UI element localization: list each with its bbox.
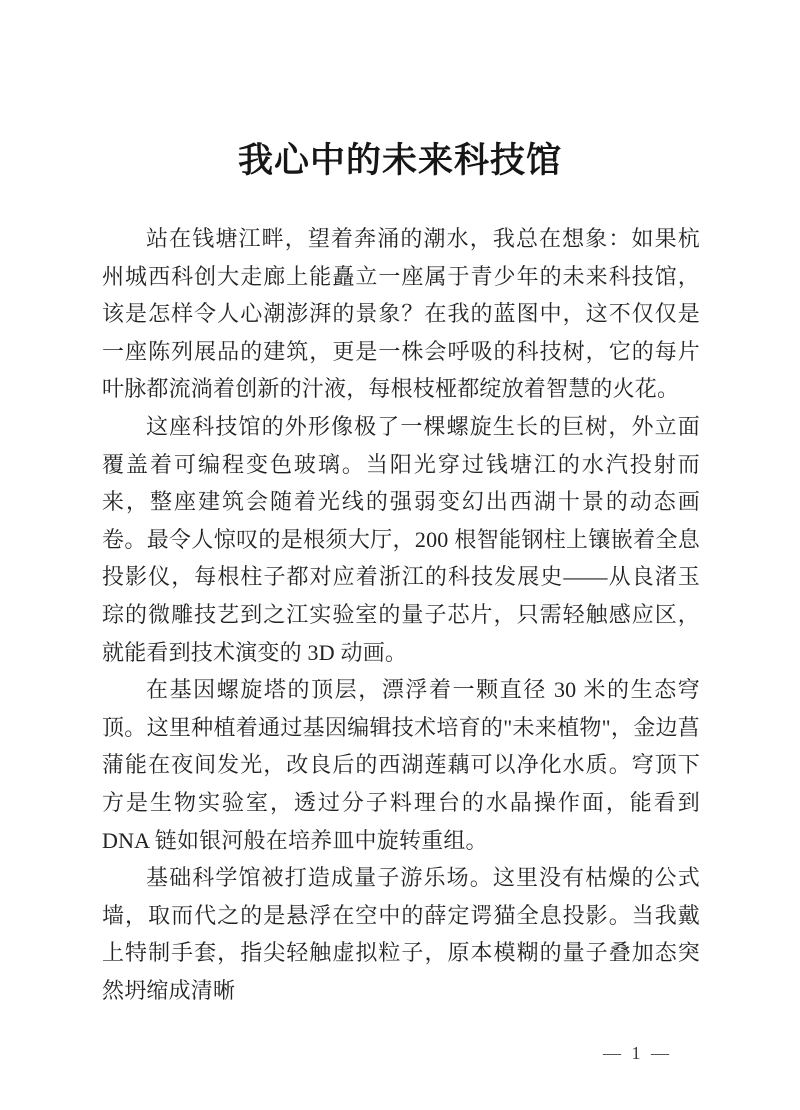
page-title: 我心中的未来科技馆 <box>237 141 562 180</box>
paragraph: 站在钱塘江畔，望着奔涌的潮水，我总在想象：如果杭州城西科创大走廊上能矗立一座属于青少年的未来科技馆，该是怎样令人心潮澎湃的景象？在我的蓝图中，这不仅仅是一座陈列展品的建筑，更是一株会呼吸的科技树，它的每片叶脉都流淌着创新的汁液，每根枝桠都绽放着智慧的火花。 <box>102 226 700 402</box>
paragraph: 基础科学馆被打造成量子游乐场。这里没有枯燥的公式墙，取而代之的是悬浮在空中的薛定谔猫全息投影。当我戴上特制手套，指尖轻触虚拟粒子，原本模糊的量子叠加态突然坍缩成清晰 <box>102 865 700 1003</box>
paragraph: 这座科技馆的外形像极了一棵螺旋生长的巨树，外立面覆盖着可编程变色玻璃。当阳光穿过钱塘江的水汽投射而来，整座建筑会随着光线的强弱变幻出西湖十景的动态画卷。最令人惊叹的是根须大厅，200 根智能钢柱上镶嵌着全息投影仪，每根柱子都对应着浙江的科技发展史——从良渚玉琮的微雕技艺到之江实验室的量子芯片，只需轻触感应区，就能看到技术演变的 3D 动画。 <box>102 413 700 665</box>
page-number: — 1 — <box>603 1043 672 1063</box>
document-body <box>102 220 700 1009</box>
paragraph: 在基因螺旋塔的顶层，漂浮着一颗直径 30 米的生态穹顶。这里种植着通过基因编辑技术培育的"未来植物"，金边菖蒲能在夜间发光，改良后的西湖莲藕可以净化水质。穹顶下方是生物实验室，透过分子料理台的水晶操作面，能看到 DNA 链如银河般在培养皿中旋转重组。 <box>102 677 700 853</box>
